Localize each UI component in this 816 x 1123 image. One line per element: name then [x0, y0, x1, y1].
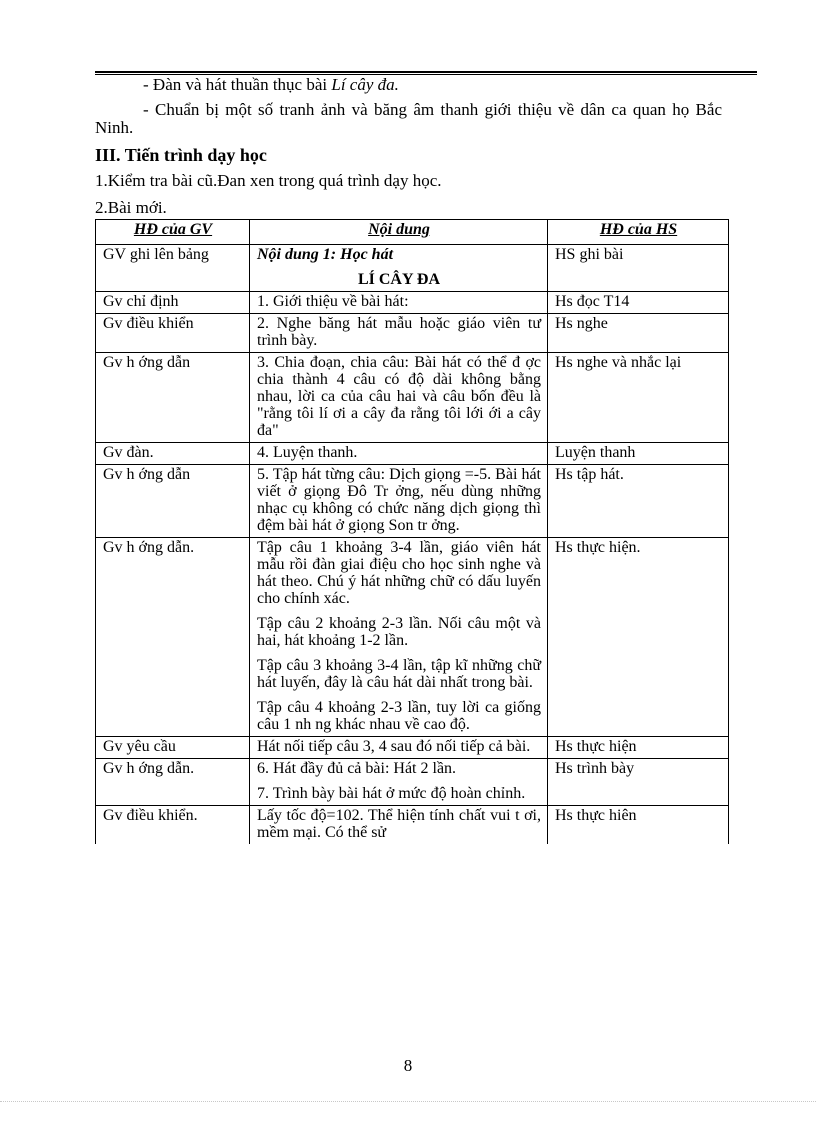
- content-paragraph: 4. Luyện thanh.: [257, 444, 358, 461]
- content-paragraph: 2. Nghe băng hát mẫu hoặc giáo viên tư trình bày.: [257, 315, 541, 349]
- content-paragraph: 3. Chia đoạn, chia câu: Bài hát có thể đ ợc chia thành 4 câu có độ dài không bằng nhau, lời ca của câu hai và câu bốn đều là "rằng tôi lí ơi a cây đa rằng tôi lới ới a cây đa": [257, 354, 541, 439]
- hs-activity: Hs đọc T14: [548, 292, 729, 314]
- gv-activity: Gv h ớng dẫn: [96, 353, 250, 443]
- hs-activity: HS ghi bài: [548, 245, 729, 267]
- header-gv: HĐ của GV: [96, 220, 250, 245]
- step-1: 1.Kiểm tra bài cũ.Đan xen trong quá trình dạy học.: [95, 171, 442, 190]
- lesson-content: [250, 806, 548, 845]
- hs-activity: Hs trình bày: [548, 759, 729, 806]
- content-paragraph: Hát nối tiếp câu 3, 4 sau đó nối tiếp cả bài.: [257, 738, 531, 755]
- hs-activity: [548, 266, 729, 292]
- song-title: Lí cây đa.: [331, 75, 399, 94]
- intro-line-2: - Chuẩn bị một số tranh ảnh và băng âm thanh giới thiệu về dân ca quan họ Bắc Ninh.: [95, 100, 722, 137]
- lesson-content: [250, 465, 548, 538]
- table-row: [96, 759, 729, 806]
- table-row: [96, 266, 729, 292]
- table-row: [96, 443, 729, 465]
- intro-line-1: - Đàn và hát thuần thục bài Lí cây đa.: [143, 75, 399, 94]
- gv-activity: Gv chỉ định: [96, 292, 250, 314]
- gv-activity: GV ghi lên bảng: [96, 245, 250, 267]
- content-paragraph: 1. Giới thiệu về bài hát:: [257, 293, 409, 310]
- lesson-content: [250, 314, 548, 353]
- content-paragraph: Lấy tốc độ=102. Thể hiện tính chất vui t ơi, mềm mại. Có thể sử: [257, 807, 541, 841]
- hs-activity: Hs nghe: [548, 314, 729, 353]
- content-paragraph: Tập câu 1 khoảng 3-4 lần, giáo viên hát mẫu rồi đàn giai điệu cho học sinh nghe và hát theo. Chú ý hát những chữ có dấu luyến cho chính xác.: [257, 539, 541, 607]
- lesson-content: [250, 353, 548, 443]
- section-heading: III. Tiến trình dạy học: [95, 145, 267, 165]
- gv-activity: [96, 266, 250, 292]
- header-content: Nội dung: [250, 220, 548, 245]
- gv-activity: Gv h ớng dẫn.: [96, 538, 250, 737]
- table-row: [96, 465, 729, 538]
- table-row: [96, 806, 729, 845]
- gv-activity: Gv yêu cầu: [96, 737, 250, 759]
- table-row: [96, 737, 729, 759]
- lesson-table: [95, 219, 729, 844]
- content-paragraph: 7. Trình bày bài hát ở mức độ hoàn chỉnh.: [257, 785, 526, 802]
- page-bottom-divider: [0, 1101, 816, 1102]
- lesson-content: [250, 443, 548, 465]
- lesson-content: [250, 759, 548, 806]
- table-row: [96, 245, 729, 267]
- header-hs: HĐ của HS: [548, 220, 729, 245]
- gv-activity: Gv đàn.: [96, 443, 250, 465]
- step-2: 2.Bài mới.: [95, 198, 167, 217]
- content-paragraph: 5. Tập hát từng câu: Dịch giọng =-5. Bài hát viết ở giọng Đô Tr ởng, nếu dùng những nhạc cụ không có chức năng dịch giọng thì đệm bài hát ở giọng Son tr ởng.: [257, 466, 541, 534]
- hs-activity: Hs tập hát.: [548, 465, 729, 538]
- content-paragraph: LÍ CÂY ĐA: [357, 271, 441, 288]
- content-paragraph: Tập câu 3 khoảng 3-4 lần, tập kĩ những chữ hát luyến, đây là câu hát dài nhất trong bài.: [257, 657, 541, 691]
- gv-activity: Gv điều khiển.: [96, 806, 250, 845]
- content-paragraph: Tập câu 2 khoảng 2-3 lần. Nối câu một và hai, hát khoảng 1-2 lần.: [257, 615, 541, 649]
- lesson-content: [250, 737, 548, 759]
- content-paragraph: Nội dung 1: Học hát: [257, 246, 394, 263]
- lesson-content: [250, 538, 548, 737]
- hs-activity: Luyện thanh: [548, 443, 729, 465]
- page-number: 8: [403, 1056, 413, 1075]
- lesson-content: [250, 292, 548, 314]
- lesson-content: [250, 245, 548, 267]
- table-row: [96, 314, 729, 353]
- lesson-content: [250, 266, 548, 292]
- hs-activity: Hs thực hiên: [548, 806, 729, 845]
- hs-activity: Hs nghe và nhắc lại: [548, 353, 729, 443]
- table-row: [96, 538, 729, 737]
- gv-activity: Gv điều khiển: [96, 314, 250, 353]
- table-header-row: [96, 220, 729, 245]
- gv-activity: Gv h ớng dẫn.: [96, 759, 250, 806]
- content-paragraph: 6. Hát đầy đủ cả bài: Hát 2 lần.: [257, 760, 457, 777]
- table-row: [96, 292, 729, 314]
- hs-activity: Hs thực hiện.: [548, 538, 729, 737]
- content-paragraph: Tập câu 4 khoảng 2-3 lần, tuy lời ca giống câu 1 nh ng khác nhau về cao độ.: [257, 699, 541, 733]
- gv-activity: Gv h ớng dẫn: [96, 465, 250, 538]
- hs-activity: Hs thực hiện: [548, 737, 729, 759]
- table-row: [96, 353, 729, 443]
